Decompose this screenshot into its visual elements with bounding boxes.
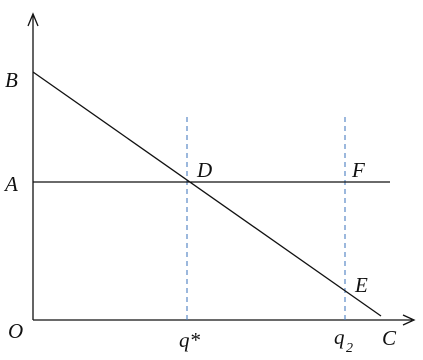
label-q2: q <box>334 325 345 349</box>
label-A: A <box>5 172 18 196</box>
sloping-line-BC <box>33 72 381 316</box>
label-D: D <box>197 158 213 182</box>
label-E: E <box>355 273 368 297</box>
label-C: C <box>382 326 397 350</box>
label-F: F <box>352 158 365 182</box>
label-q2-subscript: 2 <box>346 341 353 356</box>
label-O: O <box>8 319 24 343</box>
label-q-star: q* <box>179 328 200 352</box>
label-B: B <box>5 68 18 92</box>
